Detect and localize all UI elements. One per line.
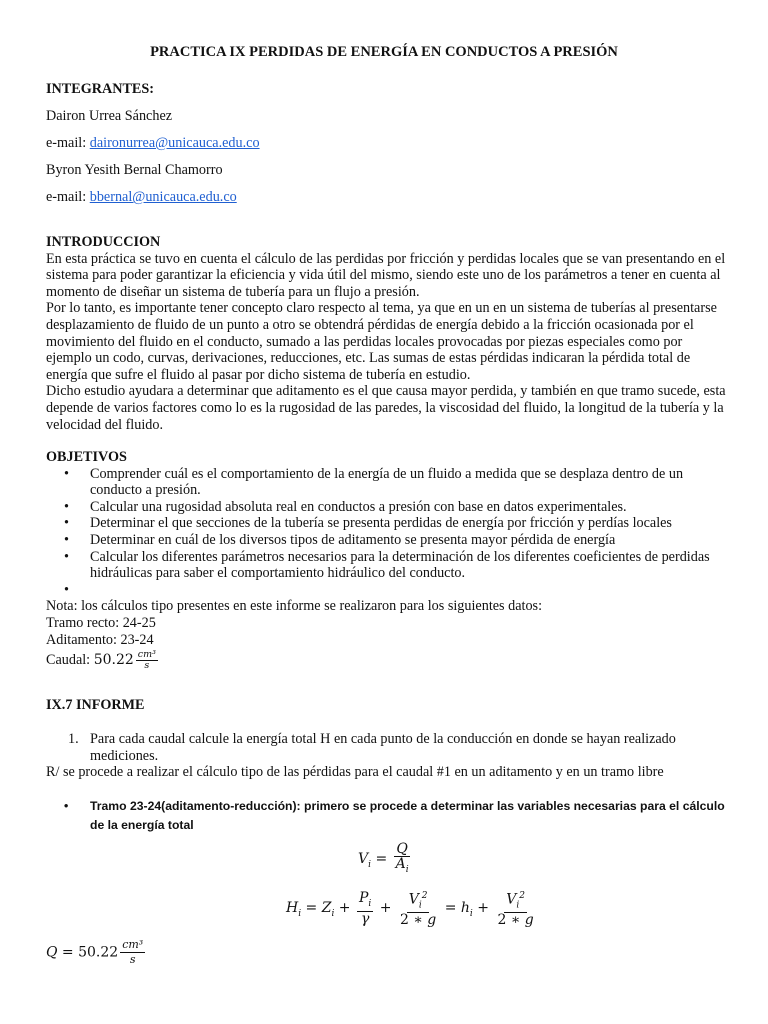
equation-energy: $H_i = Z_i$ + $\frac{P_i}{\gamma}$ + $\frac{V_i^2}{2 ∗ g}$ = $h_i$ + $\frac{V_i^2}{2 ∗ g}$	[286, 889, 534, 929]
email-label: e-mail:	[46, 135, 90, 151]
nota-aditamento: Aditamento: 23-24	[46, 631, 154, 648]
email-label: e-mail:	[46, 189, 90, 205]
introduccion-heading: INTRODUCCION	[46, 234, 161, 250]
objetivos-heading: OBJETIVOS	[46, 449, 127, 465]
item-text: Para cada caudal calcule la energía total H en cada punto de la conducción en donde se hayan realizado mediciones.	[90, 731, 676, 764]
integrantes-heading: INTEGRANTES:	[46, 81, 155, 97]
nota-tramo-recto: Tramo recto: 24-25	[46, 614, 156, 631]
caudal-value: 50.22	[93, 651, 134, 668]
response-text: R/ se procede a realizar el cálculo tipo de las pérdidas para el caudal #1 en un aditamento y en un tramo libre	[46, 764, 664, 781]
member2-email-link[interactable]: bbernal@unicauca.edu.co	[89, 189, 237, 205]
tramo-bullet-section	[46, 797, 726, 835]
item-number: 1.	[68, 731, 79, 747]
unit-denominator: s	[144, 660, 150, 672]
informe-heading: IX.7 INFORME	[46, 697, 145, 713]
informe-section	[46, 731, 726, 781]
introduccion-section	[46, 234, 726, 433]
member1-name: Dairon Urrea Sánchez	[46, 108, 173, 124]
member1-email-line	[46, 135, 260, 152]
q-unit-denominator: s	[129, 953, 136, 966]
unit-numerator: cm³	[137, 649, 156, 661]
list-item: • Determinar en cuál de los diversos tipos de aditamento se presenta mayor pérdida de energía	[46, 532, 726, 549]
list-item: • Calcular los diferentes parámetros necesarios para la determinación de los diferentes coeficientes de perdidas hidráulicas para saber el comportamiento hidráulico del conducto.	[46, 549, 726, 582]
informe-item-1	[46, 731, 726, 764]
objetivos-section	[46, 449, 726, 671]
member1-email-link[interactable]: daironurrea@unicauca.edu.co	[89, 135, 260, 151]
caudal-unit	[136, 650, 158, 671]
intro-paragraph-3: Dicho estudio ayudara a determinar que aditamento es el que causa mayor perdida, y también en que tramo sucede, esta depende de varios factores como lo es la rugosidad de las paredes, la viscosidad del fluido, la longitud de la tubería y la velocidad del fluido.	[46, 383, 726, 433]
list-item: • Calcular una rugosidad absoluta real en conductos a presión con base en datos experimentales.	[46, 499, 726, 516]
equation-velocity: $V_i$ = $\frac{Q}{A_i}$	[358, 841, 409, 875]
q-unit-numerator: cm³	[122, 938, 144, 951]
q-value: 50.22	[78, 944, 119, 961]
intro-paragraph-2: Por lo tanto, es importante tener concepto claro respecto al tema, ya que en un en un sistema de tuberías al presentarse desplazamiento de fluido de un punto a otro se obtendrá pérdidas de energía debido a la fricción ocasionada por el movimiento del fluido en el conducto, sumado a las perdidas locales provocadas por piezas especiales como por ejemplo un codo, curvas, derivaciones, reducciones, etc. Las sumas de estas pérdidas indicaran la pérdida total de energía que sufre el fluido al pasar por dicho sistema de tubería en estudio.	[46, 300, 717, 383]
page-title: PRACTICA IX PERDIDAS DE ENERGÍA EN CONDUCTOS A PRESIÓN	[150, 44, 618, 60]
list-item: • Comprender cuál es el comportamiento de la energía de un fluido a medida que se desplaza dentro de un conducto a presión.	[46, 466, 726, 499]
list-item: • Determinar el que secciones de la tubería se presenta perdidas de energía por fricción y perdías locales	[46, 515, 726, 532]
nota-line-1: Nota: los cálculos tipo presentes en este informe se realizaron para los siguientes datos:	[46, 598, 543, 615]
member2-name: Byron Yesith Bernal Chamorro	[46, 162, 223, 178]
tramo-bullet: • Tramo 23-24(aditamento-reducción): primero se procede a determinar las variables necesarias para el cálculo de la energía total	[46, 797, 726, 835]
nota-caudal	[46, 650, 726, 671]
member2-email-line	[46, 189, 237, 206]
caudal-label: Caudal:	[46, 651, 94, 668]
equation-flow: Q = 50.22 $\frac{\text{cm³}}{s}$	[46, 938, 144, 966]
intro-paragraph-1: En esta práctica se tuvo en cuenta el cálculo de las perdidas por fricción y perdidas locales que se van presentando en el sistema para poder garantizar la eficiencia y vida útil del mismo, siendo este uno de los parámetros a tener en cuenta al momento de diseñar un sistema de tubería para un flujo a presión.	[46, 250, 726, 300]
objetivos-list	[46, 466, 726, 599]
list-item	[46, 582, 726, 599]
